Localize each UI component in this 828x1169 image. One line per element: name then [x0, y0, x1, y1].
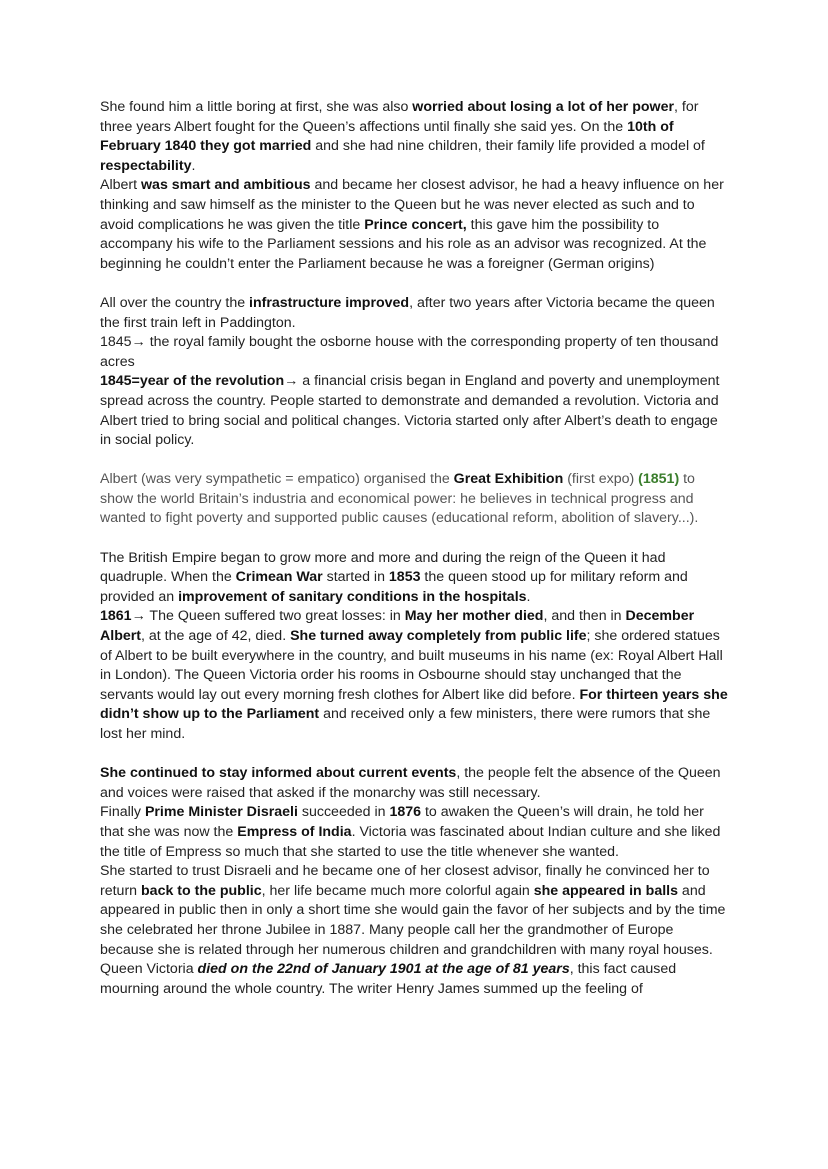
- body-text: , and then in: [543, 608, 626, 625]
- bold-text: Great Exhibition: [453, 471, 564, 488]
- body-text: . Victoria was fascinated about Indian culture and she liked the title of Empress so much that she started to use the title whenever she wanted.: [100, 823, 721, 860]
- bold-text: was smart and ambitious: [141, 177, 311, 194]
- bold-text: Empress of India: [237, 823, 352, 840]
- body-text: , at the age of 42, died.: [141, 628, 291, 645]
- paragraph-p7: [100, 549, 728, 608]
- bold-text: 1853: [388, 569, 421, 586]
- body-text: and she had nine children, their family life provided a model of: [311, 138, 705, 155]
- bold-text: worried about losing a lot of her power: [412, 99, 674, 115]
- body-text: Finally: [100, 804, 145, 821]
- bold-text: improvement of sanitary conditions in the hospitals: [178, 588, 527, 605]
- paragraph-spacer: [100, 529, 728, 549]
- document-body: [100, 98, 728, 999]
- body-text: Queen Victoria: [100, 961, 198, 978]
- bold-text: For thirteen years she didn’t show up to the Parliament: [100, 686, 728, 723]
- body-text: to show the world Britain’s industria and economical power: he believes in technical progress and wanted to fight poverty and supported public causes (educational reform, abolition of slavery...).: [100, 471, 699, 527]
- paragraph-spacer: [100, 274, 728, 294]
- paragraph-p11: [100, 862, 728, 960]
- body-text: , this fact caused mourning around the whole country. The writer Henry James summed up the feeling of: [100, 961, 677, 997]
- paragraph-p5: [100, 372, 728, 450]
- body-text: succeeded in: [297, 804, 390, 821]
- bold-text: Prince concert,: [364, 216, 467, 233]
- highlight-text: (1851): [638, 471, 680, 488]
- bold-text: She turned away completely from public life: [290, 628, 587, 645]
- body-text: and appeared in public then in only a short time she would gain the favor of her subjects and by the time she celebrated her throne Jubilee in 1887. Many people call her the grandmother of Europe because she is related through her numerous children and grandchildren with many royal houses.: [100, 882, 726, 958]
- body-text: .: [191, 157, 196, 174]
- bold-text: 1876: [389, 804, 421, 821]
- body-text: to awaken the Queen’s will drain, he told her that she was now the: [100, 804, 704, 840]
- paragraph-p6: [100, 470, 728, 529]
- bold-text: she appeared in balls: [533, 882, 678, 899]
- body-text: started in: [322, 569, 389, 586]
- paragraph-p12: [100, 960, 728, 999]
- body-text: 1845→ the royal family bought the osborne house with the corresponding property of ten thousand acres: [100, 334, 719, 370]
- bold-text: back to the public: [141, 882, 262, 899]
- body-text: this gave him the possibility to accompany his wife to the Parliament sessions and his role as an advisor was recognized. At the beginning he couldn’t enter the Parliament because he was a foreigner (German origins): [100, 216, 707, 272]
- paragraph-p4: [100, 333, 728, 372]
- body-text: She found him a little boring at first, she was also: [100, 99, 413, 115]
- body-text: She started to trust Disraeli and he became one of her closest advisor, finally he convinced her to return: [100, 863, 710, 899]
- body-text: and became her closest advisor, he had a heavy influence on her thinking and saw himself as the minister to the Queen but he was never elected as such and to avoid complications he was given the title: [100, 177, 724, 233]
- bold-text: Prime Minister Disraeli: [144, 804, 298, 821]
- body-text: and received only a few ministers, there were rumors that she lost her mind.: [100, 706, 711, 742]
- bold-text: infrastructure improved: [249, 294, 410, 311]
- body-text: , the people felt the absence of the Queen and voices were raised that asked if the monarchy was still necessary.: [100, 765, 721, 801]
- bold-text: 1861: [100, 608, 132, 625]
- body-text: ; she ordered statues of Albert to be built everywhere in the country, and built museums in his name (ex: Royal Albert Hall in London). The Queen Victoria order his rooms in Osbourne should stay unchanged that the servants would lay out every morning fresh clothes for Albert like did before.: [100, 628, 723, 703]
- body-text: Albert: [100, 177, 142, 194]
- bold-text: 1845=year of the revolution: [100, 373, 285, 390]
- body-text: (first expo): [563, 471, 639, 488]
- paragraph-spacer: [100, 745, 728, 765]
- paragraph-p9: [100, 764, 728, 803]
- body-text: The British Empire began to grow more and more and during the reign of the Queen it had quadruple. When the: [100, 549, 666, 586]
- body-text: , after two years after Victoria became the queen the first train left in Paddington.: [100, 294, 715, 331]
- bold-text: 10th of February 1840 they got married: [100, 118, 674, 155]
- bold-text: May her mother died: [404, 608, 544, 625]
- body-text: , her life became much more colorful again: [261, 882, 534, 899]
- body-text: All over the country the: [100, 294, 250, 311]
- paragraph-p3: [100, 294, 728, 333]
- paragraph-p8: [100, 607, 728, 744]
- body-text: Albert (was very sympathetic = empatico) organised the: [100, 471, 454, 488]
- body-text: → The Queen suffered two great losses: in: [131, 608, 405, 625]
- body-text: .: [526, 588, 531, 605]
- body-text: the queen stood up for military reform and provided an: [100, 569, 688, 605]
- paragraph-p1: [100, 98, 728, 176]
- bold-text: died on the 22nd of January 1901 at the age of 81 years: [197, 961, 570, 978]
- paragraph-spacer: [100, 451, 728, 471]
- bold-text: respectability: [100, 157, 192, 174]
- bold-text: December Albert: [100, 608, 695, 645]
- bold-text: She continued to stay informed about current events: [100, 765, 457, 782]
- paragraph-p2: [100, 176, 728, 274]
- body-text: → a financial crisis began in England and poverty and unemployment spread across the country. People started to demonstrate and demanded a revolution. Victoria and Albert tried to bring social and political changes. Victoria started only after Albert’s death to engage in social policy.: [100, 373, 720, 449]
- bold-text: Crimean War: [235, 569, 323, 586]
- paragraph-p10: [100, 803, 728, 862]
- body-text: , for three years Albert fought for the Queen’s affections until finally she said yes. On the: [100, 99, 699, 135]
